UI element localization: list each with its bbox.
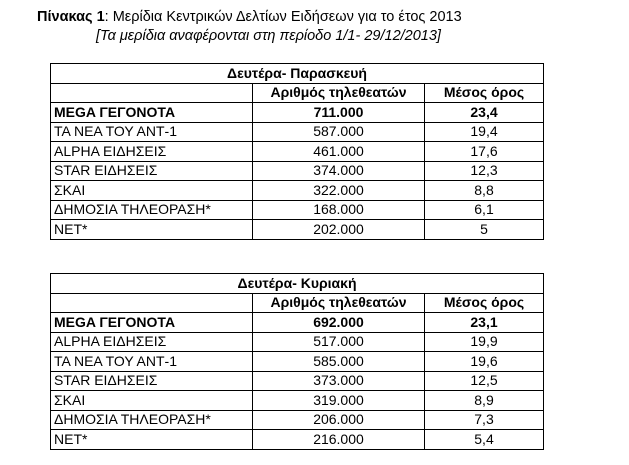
- viewers-cell: 587.000: [253, 122, 425, 142]
- ratings-table-full-week: [50, 273, 544, 450]
- average-cell: 5: [425, 220, 544, 240]
- viewers-cell: 585.000: [253, 352, 425, 372]
- channel-name-cell: ΔΗΜΟΣΙΑ ΤΗΛΕΟΡΑΣΗ*: [51, 410, 253, 430]
- channel-name-cell: ΤΑ ΝΕΑ ΤΟΥ ΑΝΤ-1: [51, 122, 253, 142]
- viewers-cell: 461.000: [253, 142, 425, 162]
- channel-name-cell: ALPHA ΕΙΔΗΣΕΙΣ: [51, 332, 253, 352]
- channel-name-cell: STAR ΕΙΔΗΣΕΙΣ: [51, 161, 253, 181]
- table-row: [51, 352, 544, 372]
- table-row: [51, 142, 544, 162]
- channel-name-cell: ΣΚΑΙ: [51, 391, 253, 411]
- table-row: [51, 103, 544, 123]
- column-header-empty: [51, 83, 253, 103]
- viewers-cell: 206.000: [253, 410, 425, 430]
- caption-note: [Τα μερίδια αναφέρονται στη περίοδο 1/1- 29/12/2013]: [96, 28, 441, 44]
- table-row: [51, 122, 544, 142]
- viewers-cell: 202.000: [253, 220, 425, 240]
- average-cell: 12,3: [425, 161, 544, 181]
- table-row: [51, 181, 544, 201]
- table-row: [51, 430, 544, 450]
- viewers-cell: 216.000: [253, 430, 425, 450]
- average-cell: 23,4: [425, 103, 544, 123]
- average-cell: 19,4: [425, 122, 544, 142]
- channel-name-cell: STAR ΕΙΔΗΣΕΙΣ: [51, 371, 253, 391]
- table-row: [51, 371, 544, 391]
- channel-name-cell: MEGA ΓΕΓΟΝΟΤΑ: [51, 103, 253, 123]
- period-header-row: [51, 274, 544, 294]
- average-cell: 8,9: [425, 391, 544, 411]
- viewers-cell: 319.000: [253, 391, 425, 411]
- caption-text: : Μερίδια Κεντρικών Δελτίων Ειδήσεων για το έτος 2013: [104, 9, 462, 25]
- period-header-row: [51, 64, 544, 84]
- channel-name-cell: NET*: [51, 220, 253, 240]
- column-header-row: [51, 293, 544, 313]
- viewers-cell: 373.000: [253, 371, 425, 391]
- column-header-viewers: Αριθμός τηλεθεατών: [253, 83, 425, 103]
- viewers-cell: 374.000: [253, 161, 425, 181]
- viewers-cell: 168.000: [253, 200, 425, 220]
- table-row: [51, 391, 544, 411]
- column-header-row: [51, 83, 544, 103]
- average-cell: 23,1: [425, 313, 544, 333]
- caption-label: Πίνακας 1: [37, 9, 105, 25]
- table-row: [51, 313, 544, 333]
- table-row: [51, 332, 544, 352]
- viewers-cell: 692.000: [253, 313, 425, 333]
- column-header-viewers: Αριθμός τηλεθεατών: [253, 293, 425, 313]
- average-cell: 6,1: [425, 200, 544, 220]
- table-row: [51, 200, 544, 220]
- channel-name-cell: MEGA ΓΕΓΟΝΟΤΑ: [51, 313, 253, 333]
- channel-name-cell: ΔΗΜΟΣΙΑ ΤΗΛΕΟΡΑΣΗ*: [51, 200, 253, 220]
- table-row: [51, 410, 544, 430]
- column-header-empty: [51, 293, 253, 313]
- average-cell: 17,6: [425, 142, 544, 162]
- average-cell: 19,9: [425, 332, 544, 352]
- viewers-cell: 517.000: [253, 332, 425, 352]
- average-cell: 5,4: [425, 430, 544, 450]
- table-row: [51, 161, 544, 181]
- channel-name-cell: ΣΚΑΙ: [51, 181, 253, 201]
- viewers-cell: 322.000: [253, 181, 425, 201]
- viewers-cell: 711.000: [253, 103, 425, 123]
- average-cell: 12,5: [425, 371, 544, 391]
- column-header-average: Μέσος όρος: [425, 293, 544, 313]
- table-caption: [37, 9, 462, 25]
- average-cell: 7,3: [425, 410, 544, 430]
- period-header: Δευτέρα- Παρασκευή: [51, 64, 544, 84]
- ratings-table-weekdays: [50, 63, 544, 240]
- channel-name-cell: ALPHA ΕΙΔΗΣΕΙΣ: [51, 142, 253, 162]
- channel-name-cell: NET*: [51, 430, 253, 450]
- table-row: [51, 220, 544, 240]
- channel-name-cell: ΤΑ ΝΕΑ ΤΟΥ ΑΝΤ-1: [51, 352, 253, 372]
- period-header: Δευτέρα- Κυριακή: [51, 274, 544, 294]
- average-cell: 8,8: [425, 181, 544, 201]
- column-header-average: Μέσος όρος: [425, 83, 544, 103]
- average-cell: 19,6: [425, 352, 544, 372]
